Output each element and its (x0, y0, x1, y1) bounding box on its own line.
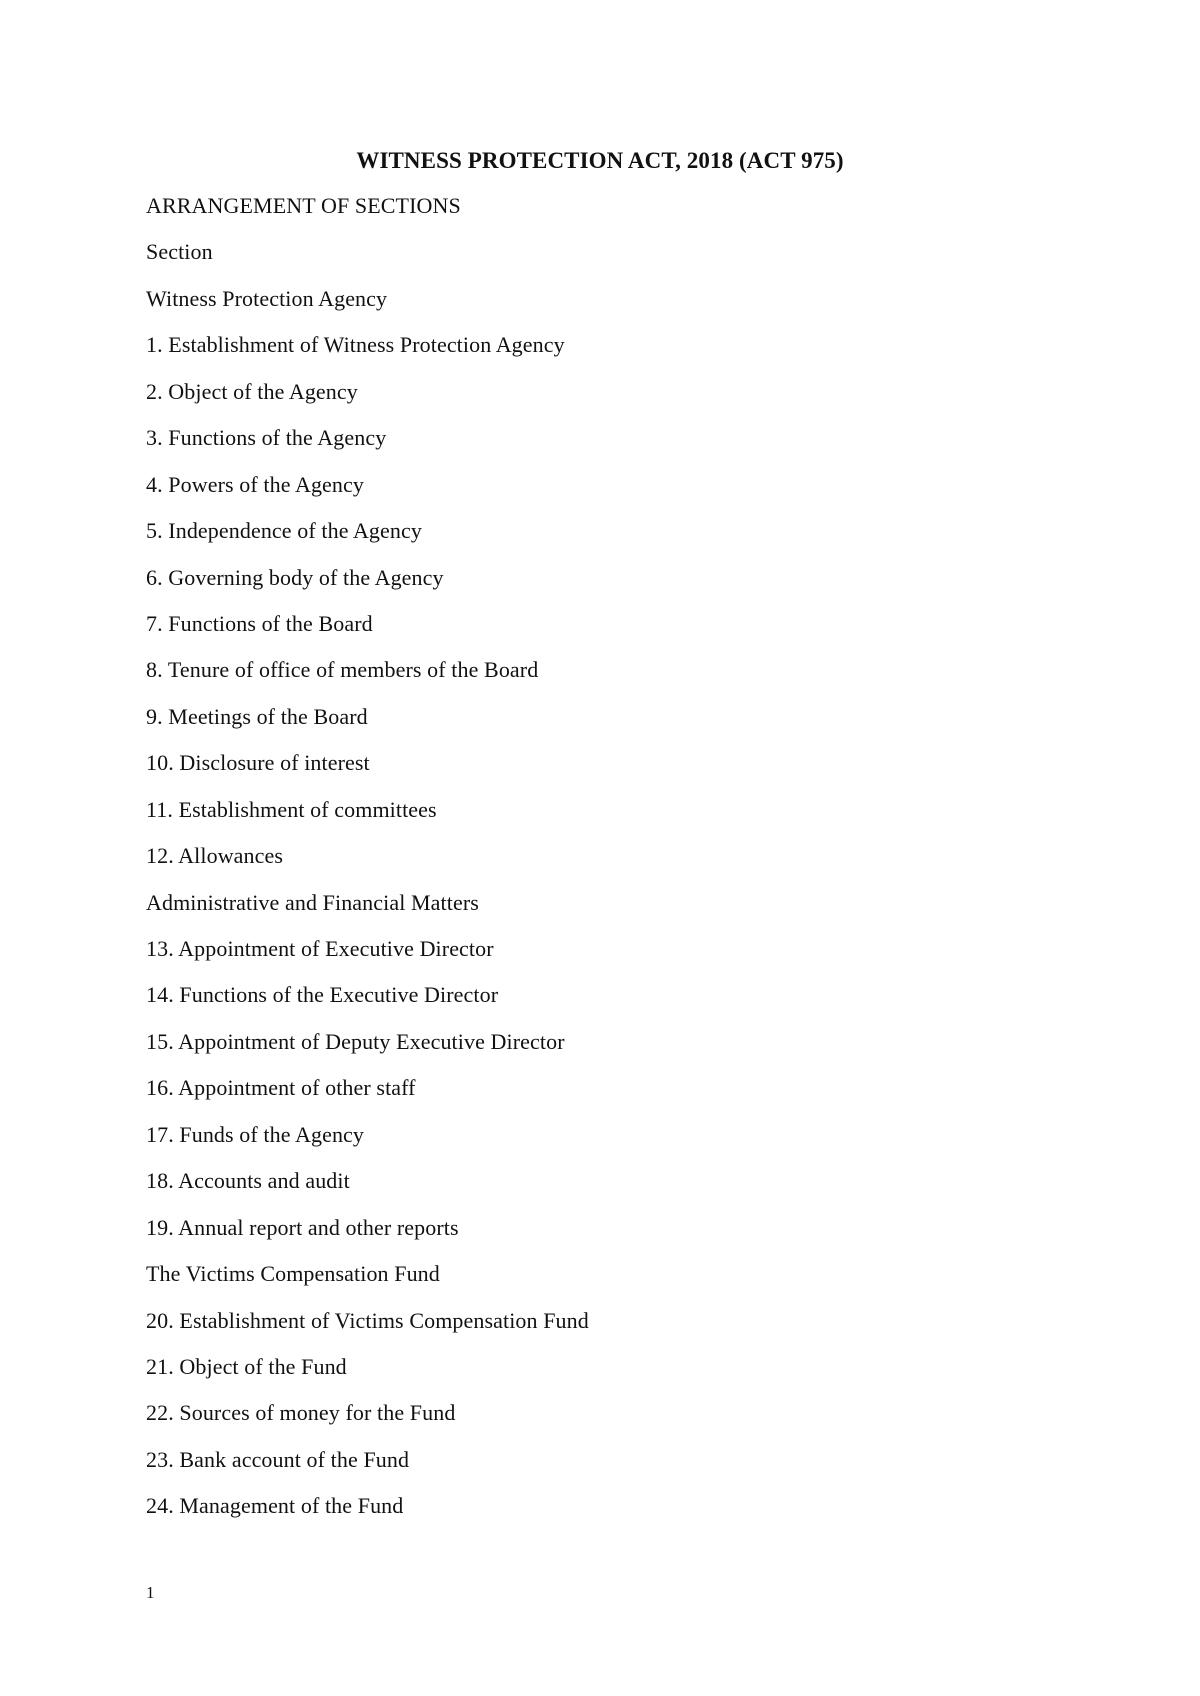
toc-line: Section (146, 239, 213, 265)
table-of-contents (146, 191, 589, 1538)
toc-line: ARRANGEMENT OF SECTIONS (146, 193, 461, 218)
document-title: WITNESS PROTECTION ACT, 2018 (ACT 975) (356, 148, 844, 173)
page-number: 1 (146, 1583, 155, 1602)
toc-line: Administrative and Financial Matters (146, 889, 479, 915)
toc-line: 18. Accounts and audit (146, 1168, 350, 1194)
toc-line: 8. Tenure of office of members of the Board (146, 657, 539, 683)
toc-line: 3. Functions of the Agency (146, 425, 387, 451)
toc-line: 21. Object of the Fund (146, 1353, 347, 1379)
toc-line: 19. Annual report and other reports (146, 1214, 459, 1240)
toc-line: 10. Disclosure of interest (146, 750, 370, 776)
toc-line: 24. Management of the Fund (146, 1493, 404, 1519)
toc-line: The Victims Compensation Fund (146, 1261, 440, 1287)
toc-line: 12. Allowances (146, 843, 284, 869)
toc-line: 16. Appointment of other staff (146, 1075, 416, 1101)
toc-line: 2. Object of the Agency (146, 378, 358, 404)
toc-line: 13. Appointment of Executive Director (146, 936, 494, 961)
toc-line: 23. Bank account of the Fund (146, 1446, 410, 1472)
toc-line: 20. Establishment of Victims Compensation Fund (146, 1307, 589, 1333)
toc-line: 14. Functions of the Executive Director (146, 982, 499, 1008)
toc-line: 22. Sources of money for the Fund (146, 1400, 456, 1426)
toc-line: Witness Protection Agency (146, 285, 388, 311)
toc-line: 15. Appointment of Deputy Executive Director (146, 1028, 565, 1054)
toc-line: 4. Powers of the Agency (146, 471, 364, 497)
toc-line: 1. Establishment of Witness Protection Agency (146, 332, 565, 358)
toc-line: 17. Funds of the Agency (146, 1121, 365, 1147)
toc-line: 9. Meetings of the Board (146, 703, 368, 729)
toc-line: 6. Governing body of the Agency (146, 564, 444, 590)
toc-line: 11. Establishment of committees (146, 796, 437, 822)
toc-line: 5. Independence of the Agency (146, 518, 422, 544)
toc-line: 7. Functions of the Board (146, 610, 373, 636)
